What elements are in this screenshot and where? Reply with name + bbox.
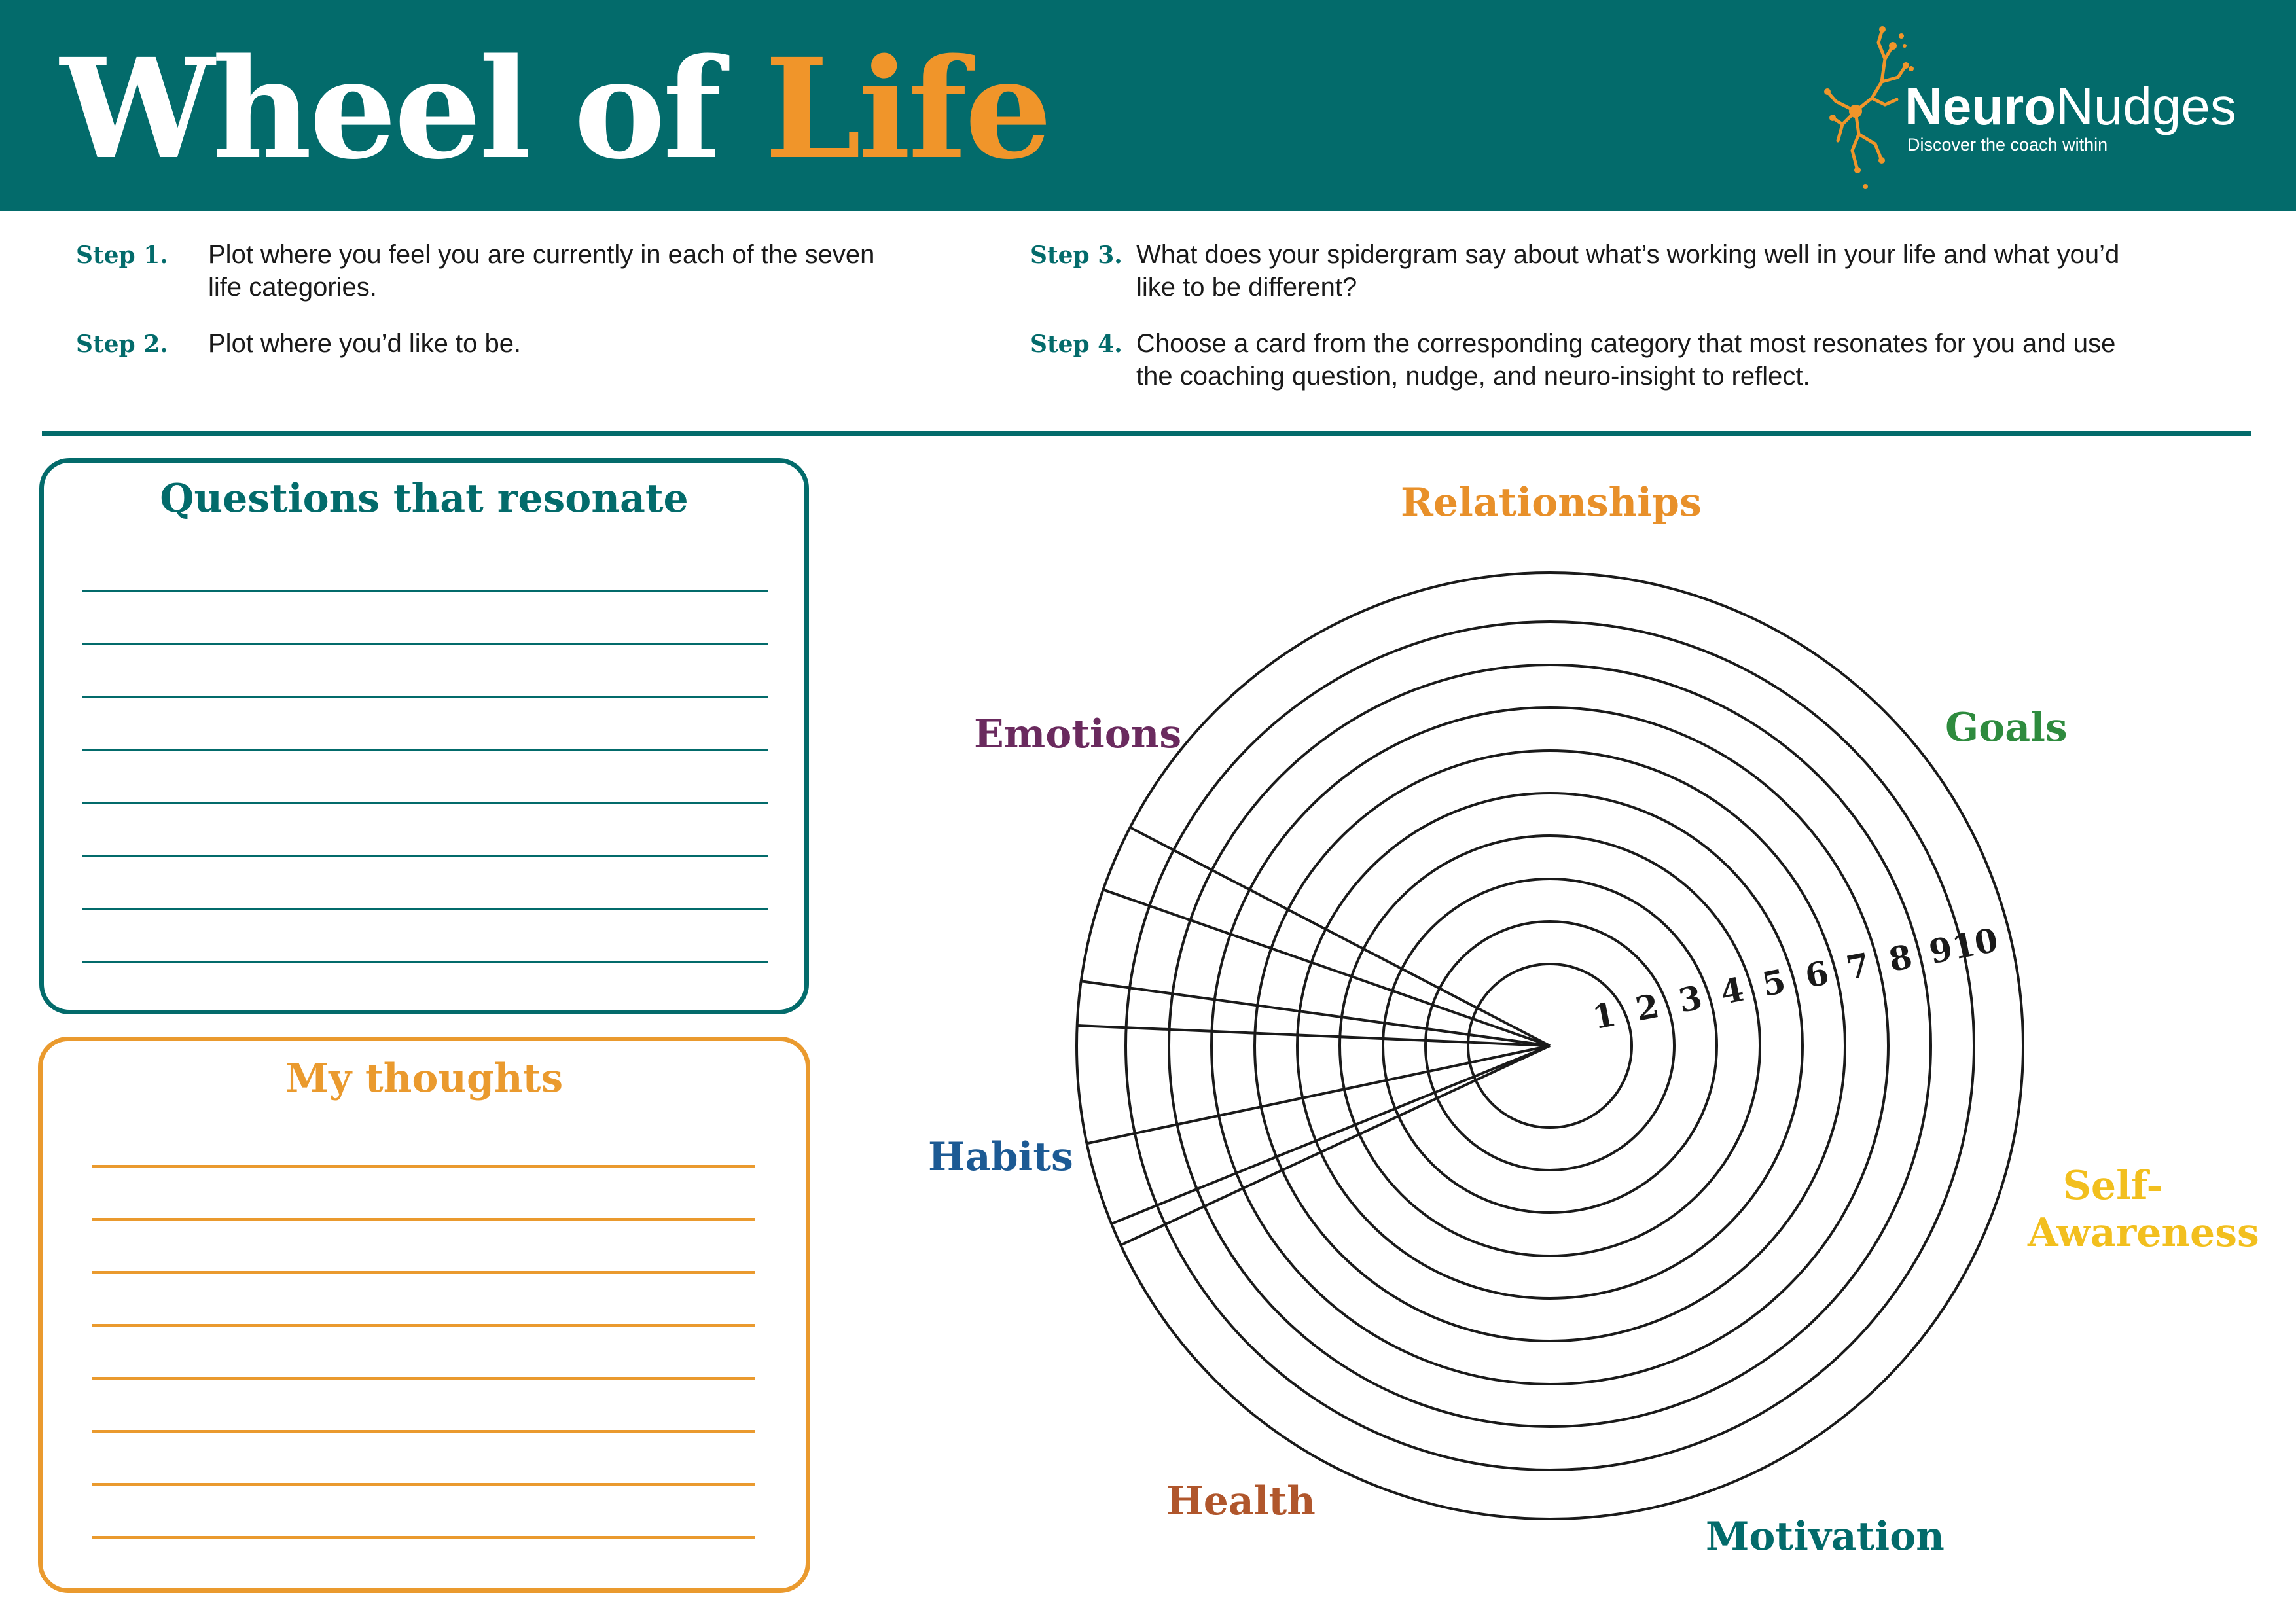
thoughts-panel-title: My thoughts [285,1056,564,1101]
step-2 [76,327,927,366]
category-self-awareness-text-1: Self- [2062,1163,2163,1209]
scale-label-2: 2 [1632,986,1662,1029]
questions-panel [39,458,809,1014]
step-2-text: Plot where you’d like to be. [208,329,522,358]
category-emotions-text: Emotions [974,711,1182,757]
writing-line[interactable] [82,802,768,804]
scale-label-4: 4 [1717,969,1748,1012]
category-label-goals [1945,704,2068,751]
step-2-label: Step 2. [76,330,168,358]
step-3-label: Step 3. [1030,241,1122,269]
writing-line[interactable] [92,1218,755,1221]
brand-name [1905,77,2236,136]
category-motivation-text: Motivation [1706,1514,1945,1560]
step-1-text: Plot where you feel you are currently in each of the seven life categories. [208,240,875,302]
category-relationships-text: Relationships [1401,480,1702,526]
writing-line[interactable] [82,643,768,645]
writing-line[interactable] [92,1271,755,1274]
category-label-motivation [1706,1513,1945,1560]
neuronudges-logo [1820,20,2238,196]
writing-line[interactable] [82,855,768,857]
category-label-health [1166,1478,1316,1525]
writing-line[interactable] [92,1483,755,1486]
category-label-habits [928,1133,1073,1181]
scale-label-6: 6 [1802,953,1832,996]
step-4 [1030,327,2143,399]
writing-line[interactable] [92,1430,755,1433]
writing-line[interactable] [92,1377,755,1380]
step-1-label: Step 1. [76,241,168,269]
page-title [60,28,1050,190]
category-label-relationships [1401,479,1702,526]
questions-panel-title: Questions that resonate [160,476,689,522]
writing-line[interactable] [92,1324,755,1327]
step-3 [1030,238,2143,310]
scale-label-7: 7 [1843,945,1873,988]
section-divider [42,431,2251,436]
step-4-text: Choose a card from the corresponding category that most resonates for you and use the coaching question, nudge, and neuro-insight to reflect. [1136,329,2116,391]
writing-line[interactable] [82,749,768,751]
spoke-line-4 [1121,1046,1550,1245]
writing-line[interactable] [82,908,768,910]
spoke-line-6 [1087,1046,1550,1143]
scale-label-9: 9 [1926,929,1956,972]
neuron-icon [1820,20,1918,196]
thoughts-panel [38,1037,810,1593]
title-part-2: Life [764,28,1050,190]
category-self-awareness-text-2: Awareness [2028,1210,2259,1256]
writing-line[interactable] [82,590,768,592]
category-goals-text: Goals [1945,705,2068,751]
brand-name-regular: Nudges [2056,77,2236,135]
wheel-of-life-diagram[interactable] [1073,563,2055,1544]
scale-label-10: 10 [1948,920,2001,967]
category-label-self-awareness [2028,1162,2259,1257]
category-health-text: Health [1166,1478,1316,1524]
writing-line[interactable] [92,1165,755,1168]
category-label-emotions [974,711,1181,758]
title-part-1: Wheel of [60,28,765,190]
spoke-line-2 [1130,827,1550,1046]
step-4-label: Step 4. [1030,330,1122,358]
spoke-line-5 [1111,1046,1550,1224]
scale-label-8: 8 [1885,936,1916,980]
scale-label-5: 5 [1759,961,1789,1004]
header-banner [0,0,2296,211]
scale-label-3: 3 [1675,978,1706,1020]
scale-label-1: 1 [1589,994,1619,1037]
step-3-text: What does your spidergram say about what’s working well in your life and what you’d like to be different? [1136,240,2120,302]
writing-line[interactable] [82,696,768,698]
category-habits-text: Habits [928,1134,1073,1180]
brand-tagline: Discover the coach within [1907,135,2108,154]
writing-line[interactable] [92,1536,755,1539]
brand-name-bold: Neuro [1905,77,2056,135]
writing-line[interactable] [82,961,768,963]
step-1 [76,238,927,310]
